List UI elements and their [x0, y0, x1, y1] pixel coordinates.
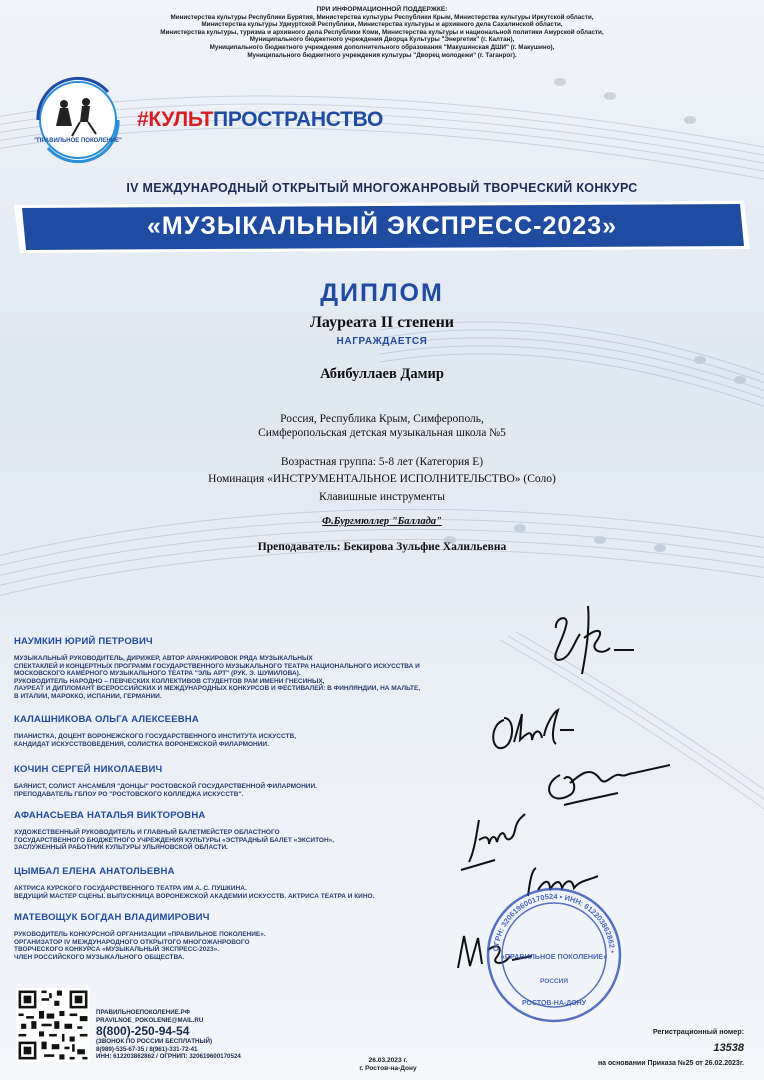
support-line: Министерства культуры, туризма и архивного дела Республики Коми, Министерства культуры и национальной политики Амурской области,: [160, 28, 604, 36]
diploma-title: ДИПЛОМ: [320, 279, 444, 307]
contacts-block: [96, 1009, 241, 1061]
jury-member: [14, 764, 534, 798]
contest-title: «МУЗЫКАЛЬНЫЙ ЭКСПРЕСС-2023»: [146, 212, 618, 240]
nomination: Номинация «ИНСТРУМЕНТАЛЬНОЕ ИСПОЛНИТЕЛЬСТВО» (Соло): [208, 473, 556, 485]
signature-3: [540, 745, 680, 815]
jury-description: БАЯНИСТ, СОЛИСТ АНСАМБЛЯ "ДОНЦЫ" РОСТОВСКОЙ ГОСУДАРСТВЕННОЙ ФИЛАРМОНИИ. ПРЕПОДАВАТЕЛЬ ГБПОУ РО "РОСТОВСКОГО КОЛЛЕДЖА ИСКУССТВ".: [14, 783, 317, 798]
qr-code[interactable]: [16, 988, 90, 1062]
jury-name: ЦЫМБАЛ ЕЛЕНА АНАТОЛЬЕВНА: [14, 866, 175, 877]
recipient-name: Абибуллаев Дамир: [320, 366, 444, 382]
official-stamp: [484, 885, 624, 1025]
registration-label: Регистрационный номер:: [652, 1027, 744, 1036]
signature-1: [540, 598, 640, 678]
jury-name: НАУМКИН ЮРИЙ ПЕТРОВИЧ: [14, 636, 153, 647]
company-ids: ИНН: 612203862862 / ОГРНИП: 320619600170524: [96, 1053, 241, 1060]
stamp-bottom-text-2: РОСТОВ-НА-ДОНУ: [521, 1000, 587, 1007]
jury-description: АКТРИСА КУРСКОГО ГОСУДАРСТВЕННОГО ТЕАТРА ИМ А. С. ПУШКИНА. ВЕДУЩИЙ МАСТЕР СЦЕНЫ. ВЫПУСКНИЦА ВОРОНЕЖСКОЙ АКАДЕМИИ ИСКУССТВ. АКТРИСА ТЕАТРА И КИНО.: [14, 885, 375, 900]
recipient-school: Симферопольская детская музыкальная школа №5: [258, 427, 506, 439]
support-line: Муниципального бюджетного учреждения культуры "Дворец молодежи" (г. Таганрог).: [247, 51, 517, 59]
jury-name: КОЧИН СЕРГЕЙ НИКОЛАЕВИЧ: [14, 764, 163, 775]
registration-block: [598, 1027, 744, 1067]
support-line: Министерства культуры Республики Бурятия, Министерства культуры Республики Крым, Министерства культуры Иркутской области,: [170, 13, 594, 21]
jury-description: РУКОВОДИТЕЛЬ КОНКУРСНОЙ ОРГАНИЗАЦИИ «ПРАВИЛЬНОЕ ПОКОЛЕНИЕ». ОРГАНИЗАТОР IV МЕЖДУНАРОДНОГО ОТКРЫТОГО МНОГОЖАНРОВОГО ТВОРЧЕСКОГО КОНКУРСА «МУЗЫКАЛЬНЫЙ ЭКСПРЕСС-2023». ЧЛЕН РОССИЙСКОГО МУЗЫКАЛЬНОГО ОБЩЕСТВА.: [14, 931, 266, 961]
diploma-degree: Лауреата II степени: [309, 314, 455, 331]
stamp-bottom-text-1: РОССИЯ: [539, 978, 569, 985]
hotline-phone[interactable]: 8(800)-250-94-54: [96, 1024, 190, 1038]
jury-name: АФАНАСЬЕВА НАТАЛЬЯ ВИКТОРОВНА: [14, 810, 206, 821]
recipient-location: Россия, Республика Крым, Симферополь,: [280, 413, 484, 425]
jury-description: ХУДОЖЕСТВЕННЫЙ РУКОВОДИТЕЛЬ И ГЛАВНЫЙ БАЛЕТМЕЙСТЕР ОБЛАСТНОГО ГОСУДАРСТВЕННОГО БЮДЖЕТНОГО УЧРЕЖДЕНИЯ КУЛЬТУРЫ «ЭСТРАДНЫЙ БАЛЕТ «ЭКСИТОН», ЗАСЛУЖЕННЫЙ РАБОТНИК КУЛЬТУРЫ УЛЬЯНОВСКОЙ ОБЛАСТИ.: [14, 829, 335, 852]
pravilnoe-pokolenie-logo: [28, 70, 128, 170]
jury-description: ПИАНИСТКА, ДОЦЕНТ ВОРОНЕЖСКОГО ГОСУДАРСТВЕННОГО ИНСТИТУТА ИСКУССТВ, КАНДИДАТ ИСКУССТВОВЕДЕНИЯ, СОЛИСТКА ВОРОНЕЖСКОЙ ФИЛАРМОНИИ.: [14, 733, 296, 748]
phone-note: (ЗВОНОК ПО РОССИИ БЕСПЛАТНЫЙ): [96, 1038, 213, 1045]
support-line: Муниципального бюджетного учреждения дополнительного образования "Макушинская ДШИ" (г. Макушино),: [209, 43, 555, 51]
jury-description: МУЗЫКАЛЬНЫЙ РУКОВОДИТЕЛЬ, ДИРИЖЕР, АВТОР АРАНЖИРОВОК РЯДА МУЗЫКАЛЬНЫХ СПЕКТАКЛЕЙ И КОНЦЕРТНЫХ ПРОГРАММ ГОСУДАРСТВЕННОГО МУЗЫКАЛЬНОГО ТЕАТРА НАЦИОНАЛЬНОГО ИСКУССТВА И МОСКОВСКОГО КАМЕРНОГО МУЗЫКАЛЬНОГО ТЕАТРА "ЭЛЬ АРТ" (РУК. Э. ШУМИЛОВА). РУКОВОДИТЕЛЬ НАРОДНО – ПЕВЧЕСКИХ КОЛЛЕКТИВОВ СТУДЕНТОВ РАМ ИМЕНИ ГНЕСИНЫХ, ЛАУРЕАТ И ДИПЛОМАНТ ВСЕРОССИЙСКИХ И МЕЖДУНАРОДНЫХ КОНКУРСОВ И ФЕСТИВАЛЕЙ: В ФИНЛЯНДИИ, НА МАЛЬТЕ, В ИТАЛИИ, МАРОККО, ИСПАНИИ, ГЕРМАНИИ.: [14, 655, 421, 700]
issue-date: 26.03.2023 г.: [368, 1057, 408, 1064]
support-line: Муниципального бюджетного учреждения Дворца Культуры "Энергетик" (г. Калтан),: [249, 36, 515, 44]
age-group: Возрастная группа: 5-8 лет (Категория Е): [280, 456, 484, 468]
jury-member: [14, 636, 534, 701]
support-line: Министерства культуры Удмуртской Республики, Министерства культуры и архивного дела Сахалинской области,: [201, 21, 563, 29]
support-block: [60, 6, 704, 59]
support-header: ПРИ ИНФОРМАЦИОННОЙ ПОДДЕРЖКЕ:: [316, 6, 448, 13]
logo-text: "ПРАВИЛЬНОЕ ПОКОЛЕНИЕ": [34, 138, 122, 144]
extra-phones: 8(989)-535-67-35 / 8(961)-331-72-41: [96, 1045, 198, 1053]
jury-member: [14, 714, 534, 748]
jury-name: КАЛАШНИКОВА ОЛЬГА АЛЕКСЕЕВНА: [14, 714, 199, 725]
awarded-label: НАГРАЖДАЕТСЯ: [336, 336, 428, 347]
svg-text:ОГРН: 320619600170524 • ИНН: 6: [491, 892, 617, 954]
issue-city: г. Ростов-на-Дону: [359, 1064, 417, 1072]
brand-part2: ПРОСТРАНСТВО: [213, 108, 383, 131]
email-link[interactable]: PRAVILNOE_POKOLENIE@MAIL.RU: [96, 1016, 204, 1024]
brand-part1: #КУЛЬТ: [137, 108, 214, 131]
registration-basis: на основании Приказа №25 от 26.02.2023г.: [597, 1060, 744, 1067]
issue-date-block: [338, 1057, 438, 1073]
teacher: Преподаватель: Бекирова Зульфие Халильевна: [257, 541, 507, 553]
website-link[interactable]: ПРАВИЛЬНОЕПОКОЛЕНИЕ.РФ: [96, 1009, 190, 1016]
jury-name: МАТЕВОЩУК БОГДАН ВЛАДИМИРОВИЧ: [14, 912, 210, 923]
instrument: Клавишные инструменты: [319, 491, 445, 503]
registration-number: 13538: [713, 1042, 744, 1054]
contest-subtitle: IV МЕЖДУНАРОДНЫЙ ОТКРЫТЫЙ МНОГОЖАНРОВЫЙ ТВОРЧЕСКИЙ КОНКУРС: [126, 181, 638, 195]
piece-title: Ф.Бургмюллер "Баллада": [322, 516, 442, 527]
stamp-center-text: «ПРАВИЛЬНОЕ ПОКОЛЕНИЕ»: [500, 952, 608, 961]
kultprostranstvo-brand: [137, 108, 383, 132]
stamp-outer-text: ОГРН: 320619600170524 • ИНН: 612203862862 •: [491, 891, 617, 954]
